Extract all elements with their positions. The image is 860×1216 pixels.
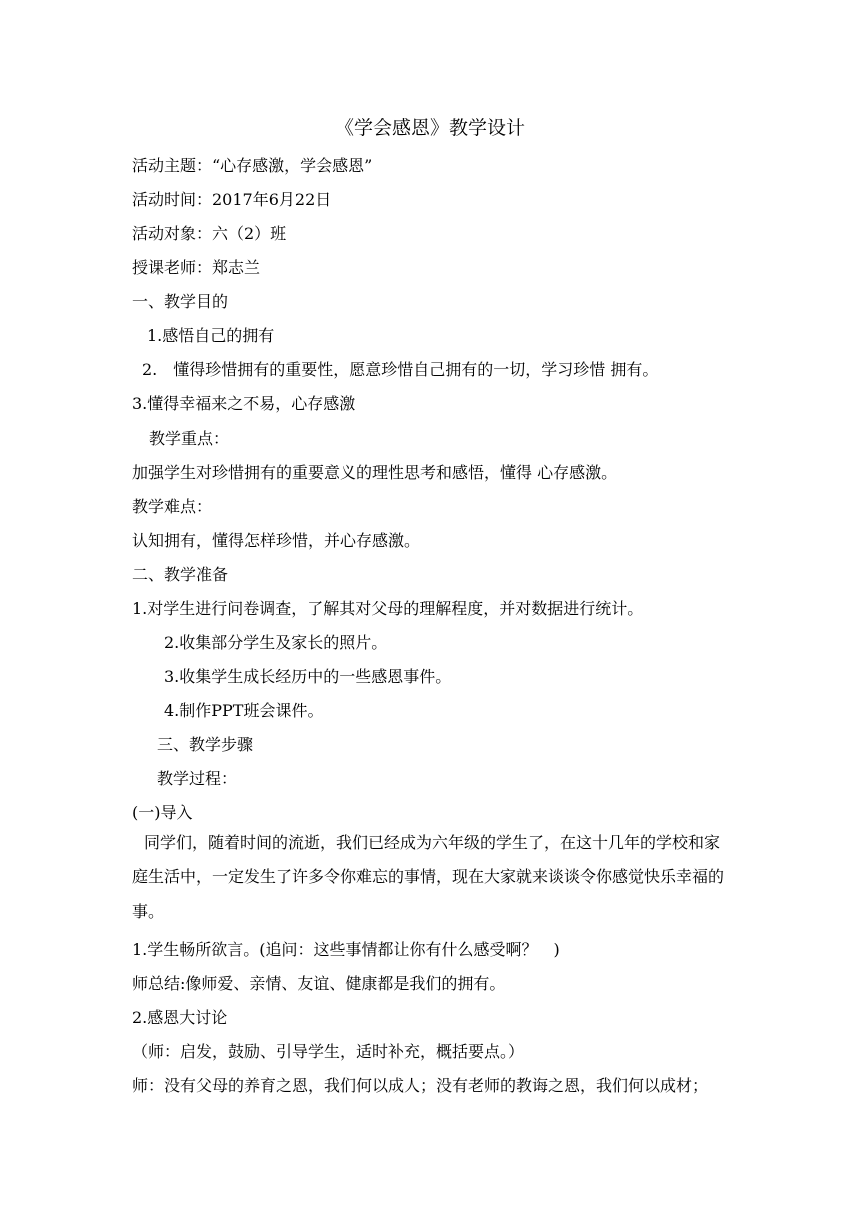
goal-item-3: 3.懂得幸福来之不易，心存感激 xyxy=(132,394,356,413)
activity-theme: 活动主题：“心存感激，学会感恩” xyxy=(132,156,373,175)
activity-target: 活动对象：六（2）班 xyxy=(132,224,287,243)
goal-item-1: 1.感悟自己的拥有 xyxy=(147,326,275,345)
intro-heading: (一)导入 xyxy=(132,803,193,822)
teacher-summary: 师总结:像师爱、亲情、友谊、健康都是我们的拥有。 xyxy=(132,974,506,993)
intro-paragraph: 同学们，随着时间的流逝，我们已经成为六年级的学生了，在这十几年的学校和家庭生活中，一定发生了许多令你难忘的事情，现在大家就来谈谈令你感觉快乐幸福的事。 xyxy=(132,833,725,921)
key-point-text: 加强学生对珍惜拥有的重要意义的理性思考和感悟，懂得 心存感激。 xyxy=(132,463,618,482)
prep-item-2: 2.收集部分学生及家长的照片。 xyxy=(164,633,388,652)
document-title: 《学会感恩》教学设计 xyxy=(334,117,525,139)
process-label: 教学过程： xyxy=(157,769,238,788)
section-heading-steps: 三、教学步骤 xyxy=(157,735,254,754)
section-heading-preparation: 二、教学准备 xyxy=(132,565,229,584)
difficulty-text: 认知拥有，懂得怎样珍惜，并心存感激。 xyxy=(132,531,421,550)
activity-teacher: 授课老师：郑志兰 xyxy=(132,258,261,277)
teacher-quote: 师：没有父母的养育之恩，我们何以成人；没有老师的教诲之恩，我们何以成材； xyxy=(132,1076,709,1095)
key-point-label: 教学重点： xyxy=(149,429,230,448)
step-2-note: （师：启发，鼓励、引导学生，适时补充，概括要点。） xyxy=(132,1042,525,1061)
step-2: 2.感恩大讨论 xyxy=(132,1008,228,1027)
prep-item-1: 1.对学生进行问卷调查，了解其对父母的理解程度，并对数据进行统计。 xyxy=(132,599,644,618)
prep-item-4: 4.制作PPT班会课件。 xyxy=(164,701,324,720)
difficulty-label: 教学难点： xyxy=(132,497,213,516)
activity-time: 活动时间：2017年6月22日 xyxy=(132,190,332,209)
section-heading-goals: 一、教学目的 xyxy=(132,292,229,311)
prep-item-3: 3.收集学生成长经历中的一些感恩事件。 xyxy=(164,667,452,686)
step-1: 1.学生畅所欲言。(追问：这些事情都让你有什么感受啊？ ) xyxy=(132,940,560,959)
goal-item-2: 2. 懂得珍惜拥有的重要性，愿意珍惜自己拥有的一切，学习珍惜 拥有。 xyxy=(142,360,659,379)
